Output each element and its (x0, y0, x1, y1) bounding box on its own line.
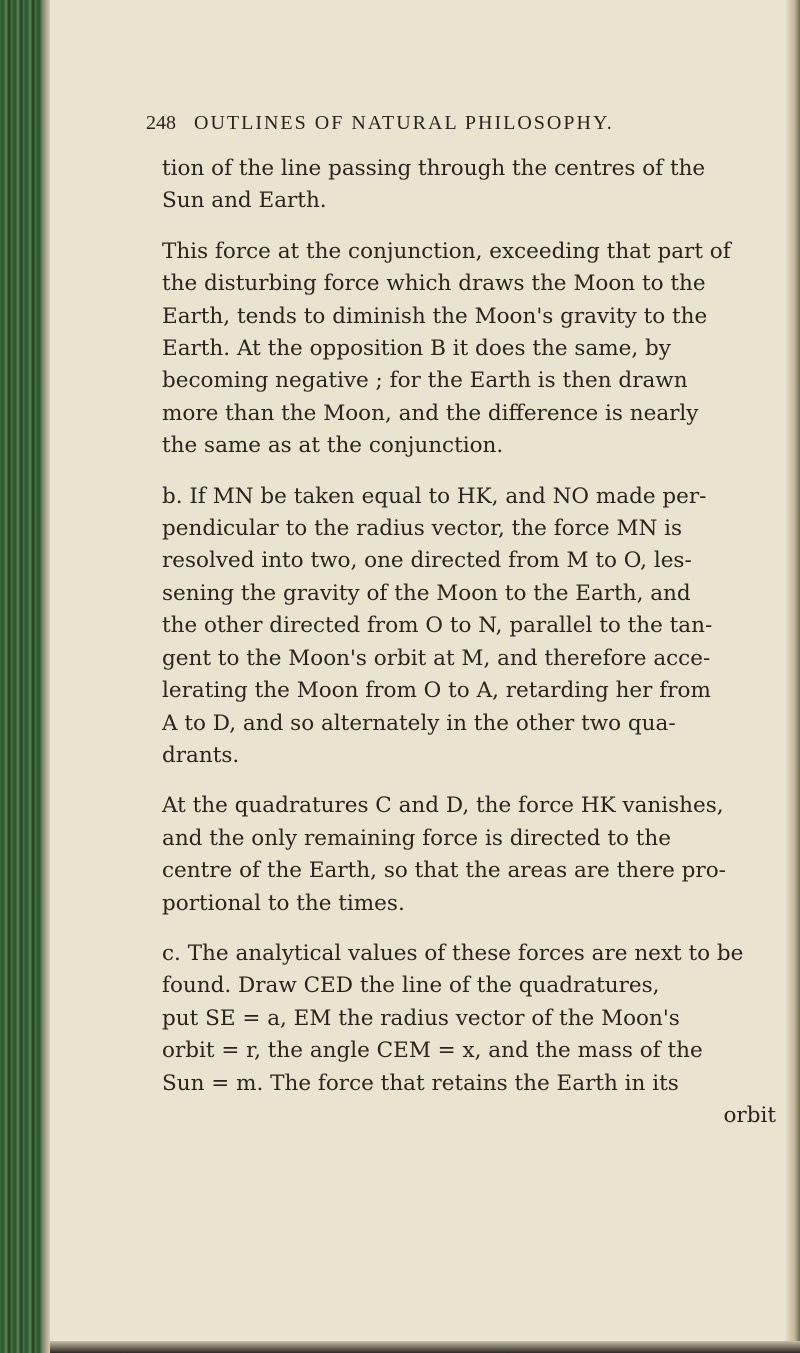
text-line: sening the gravity of the Moon to the Earth, and (162, 580, 691, 606)
paragraph-conjunction-force (162, 236, 792, 463)
text-line: more than the Moon, and the difference is nearly (162, 400, 699, 426)
text-line: At the quadratures C and D, the force HK vanishes, (162, 793, 724, 819)
text-line: A to D, and so alternately in the other two qua- (162, 710, 676, 736)
catchword: orbit (723, 1102, 776, 1128)
text-line: b. If MN be taken equal to HK, and NO made per- (162, 483, 707, 509)
text-line: the same as at the conjunction. (162, 433, 504, 459)
gutter-shadow (42, 0, 50, 1353)
text-line: Earth, tends to diminish the Moon's gravity to the (162, 303, 708, 329)
text-line: centre of the Earth, so that the areas are there pro- (162, 858, 726, 884)
page-bottom-edge (50, 1341, 800, 1353)
text-line: Sun and Earth. (162, 188, 327, 214)
running-head (146, 112, 800, 135)
text-line: Earth. At the opposition B it does the same, by (162, 336, 671, 362)
page-number: 248 (146, 112, 176, 134)
paragraph-b (162, 481, 792, 773)
text-line: becoming negative ; for the Earth is then drawn (162, 368, 688, 394)
book-binding-edge (0, 0, 42, 1353)
text-line: drants. (162, 742, 240, 768)
text-line: c. The analytical values of these forces are next to be (162, 940, 744, 966)
text-line: portional to the times. (162, 890, 405, 916)
text-line: tion of the line passing through the centres of the (162, 156, 706, 181)
text-line: Sun = m. The force that retains the Earth in its (162, 1070, 679, 1096)
book-page (146, 112, 800, 1150)
text-line: put SE = a, EM the radius vector of the Moon's (162, 1005, 680, 1031)
text-line: orbit = r, the angle CEM = x, and the mass of the (162, 1038, 703, 1064)
text-line: the disturbing force which draws the Moon to the (162, 271, 706, 297)
text-line: lerating the Moon from O to A, retarding her from (162, 678, 711, 704)
paragraph-quadratures (162, 790, 792, 920)
text-line: and the only remaining force is directed to the (162, 825, 671, 851)
paragraph-c (162, 938, 792, 1132)
paragraph-continuation (162, 153, 792, 218)
text-line: gent to the Moon's orbit at M, and therefore acce- (162, 645, 711, 671)
text-line: resolved into two, one directed from M to O, les- (162, 548, 692, 574)
text-line: found. Draw CED the line of the quadratures, (162, 973, 660, 999)
running-title: OUTLINES OF NATURAL PHILOSOPHY. (194, 112, 614, 134)
text-line: the other directed from O to N, parallel to the tan- (162, 613, 713, 639)
text-line: This force at the conjunction, exceeding that part of (162, 238, 731, 264)
text-line: pendicular to the radius vector, the force MN is (162, 516, 683, 542)
